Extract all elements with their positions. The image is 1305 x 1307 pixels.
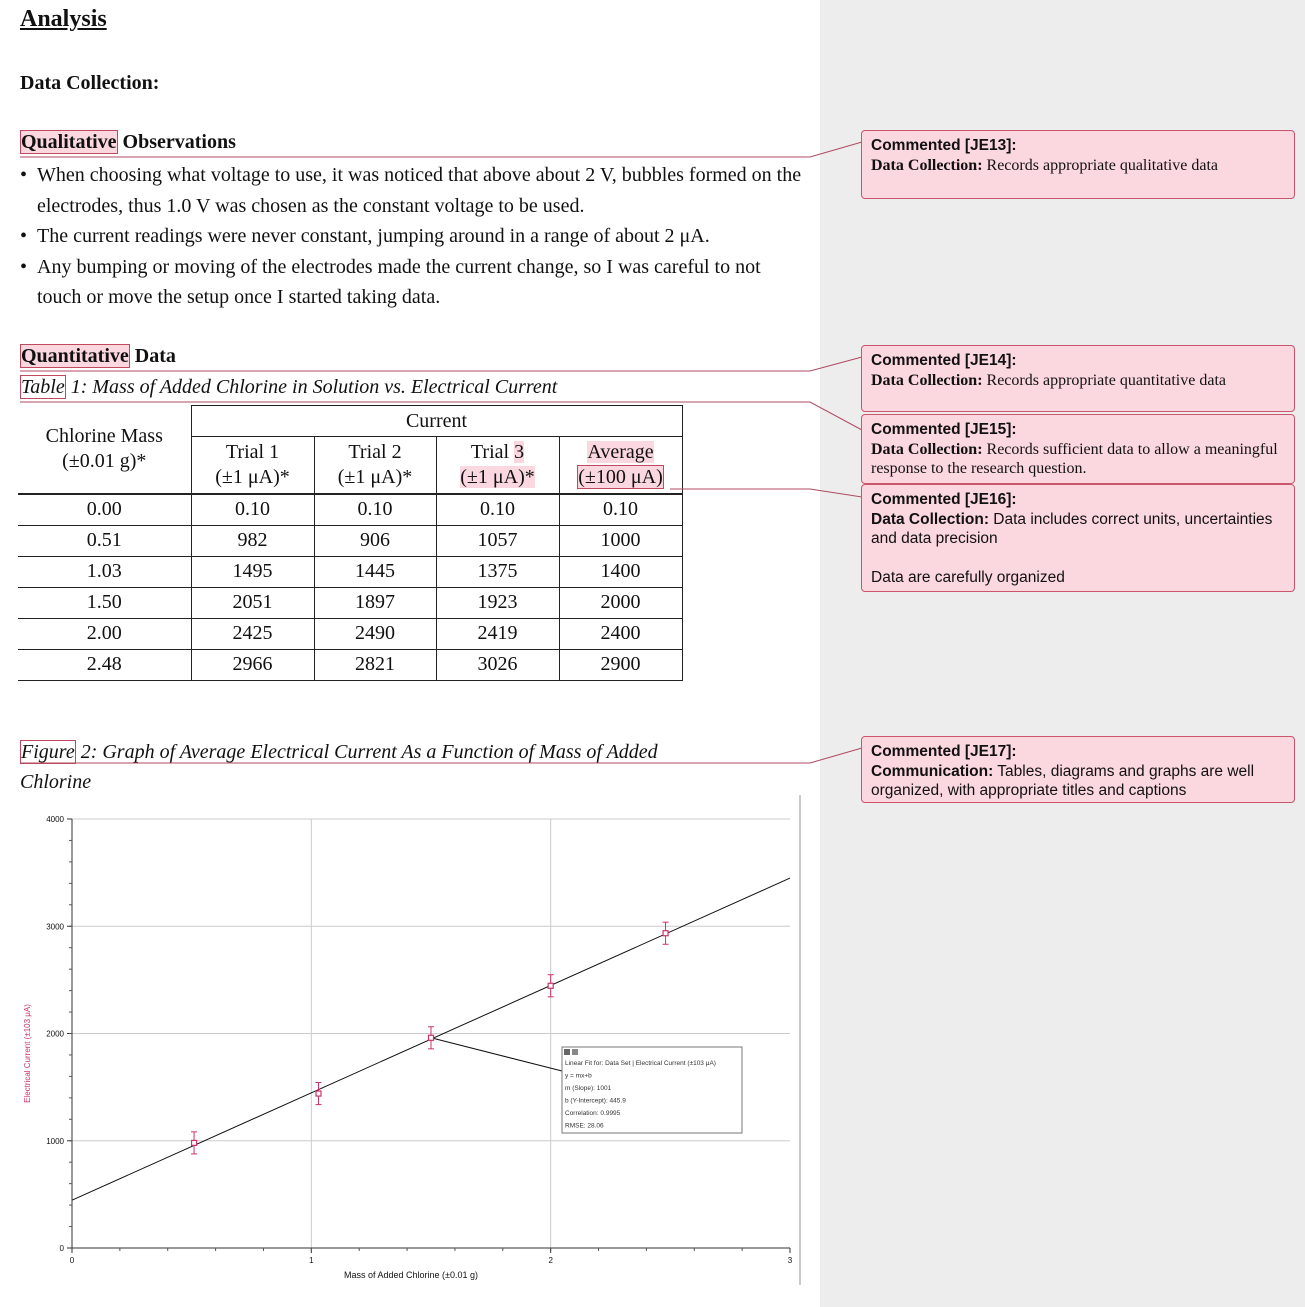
point-marker [548, 983, 553, 988]
x-tick-label: 2 [548, 1256, 553, 1265]
x-axis-label: Mass of Added Chlorine (±0.01 g) [343, 1270, 479, 1280]
quantitative-heading: Quantitative Data [21, 345, 176, 367]
header-chlorine-mass: Chlorine Mass (±0.01 g)* [18, 406, 191, 494]
x-tick-label: 3 [787, 1256, 793, 1265]
header-average: Average (±100 μA) [559, 437, 682, 494]
figure-caption: Figure 2: Graph of Average Electrical Current As a Function of Mass of Added Chlorine [20, 741, 658, 793]
data-point [316, 1083, 322, 1105]
table-cell: 0.00 [18, 494, 191, 526]
header-trial-3: Trial 3 (±1 μA)* [436, 437, 559, 494]
comment-anchor-je13[interactable]: Qualitative [21, 131, 117, 153]
table-cell: 906 [314, 525, 436, 556]
header-trial-2: Trial 2 (±1 μA)* [314, 437, 436, 494]
table-cell: 1445 [314, 556, 436, 587]
table-cell: 0.10 [559, 494, 682, 526]
y-tick-label: 2000 [46, 1029, 64, 1039]
comment-anchor-je14[interactable]: Quantitative [21, 345, 129, 367]
table-cell: 2000 [559, 587, 682, 618]
chart-ticks [46, 815, 793, 1265]
table-cell: 1897 [314, 587, 436, 618]
y-axis-label: Electrical Current (±103 μA) [23, 1004, 32, 1103]
comment-je16[interactable]: Commented [JE16]: Data Collection: Data includes correct units, uncertainties and data precision Data are carefully organized [861, 484, 1295, 592]
table-cell: 982 [191, 525, 314, 556]
fit-box-line: y = mx+b [565, 1072, 592, 1080]
table-cell: 1.50 [18, 587, 191, 618]
comment-anchor-je17[interactable]: Figure [21, 741, 75, 763]
fit-box-line: RMSE: 28.06 [565, 1122, 604, 1130]
table-cell: 0.51 [18, 525, 191, 556]
point-marker [663, 931, 668, 936]
table-cell: 1400 [559, 556, 682, 587]
table-cell: 2900 [559, 649, 682, 680]
table-cell: 3026 [436, 649, 559, 680]
table-cell: 1375 [436, 556, 559, 587]
data-point [663, 922, 669, 944]
list-item: • When choosing what voltage to use, it was noticed that above about 2 V, bubbles formed on the electrodes, thus 1.0 V was chosen as the constant voltage to be used. [20, 160, 810, 221]
table-cell: 2966 [191, 649, 314, 680]
table-cell: 2051 [191, 587, 314, 618]
table-cell: 2419 [436, 618, 559, 649]
table-cell: 2821 [314, 649, 436, 680]
table-caption: Table 1: Mass of Added Chlorine in Solution vs. Electrical Current [21, 376, 558, 398]
y-tick-label: 0 [59, 1244, 64, 1253]
point-marker [316, 1091, 321, 1096]
header-current: Current [191, 406, 682, 437]
point-marker [192, 1140, 197, 1145]
data-point [428, 1027, 434, 1049]
list-item: • Any bumping or moving of the electrodes made the current change, so I was careful to not touch or move the setup once I started taking data. [20, 252, 810, 313]
table-cell: 1495 [191, 556, 314, 587]
table-cell: 0.10 [314, 494, 436, 526]
table-cell: 2425 [191, 618, 314, 649]
fit-box-line: m (Slope): 1001 [565, 1085, 612, 1092]
fit-box-line: Correlation: 0.9995 [565, 1110, 621, 1117]
table-cell: 2.00 [18, 618, 191, 649]
qualitative-heading: Qualitative Observations [21, 131, 236, 153]
close-icon [564, 1049, 570, 1055]
table-cell: 2400 [559, 618, 682, 649]
table-cell: 1057 [436, 525, 559, 556]
table-cell: 0.10 [436, 494, 559, 526]
table-cell: 0.10 [191, 494, 314, 526]
list-item: • The current readings were never constant, jumping around in a range of about 2 μA. [20, 221, 810, 252]
table-cell: 1923 [436, 587, 559, 618]
y-tick-label: 1000 [46, 1136, 64, 1146]
fit-box-line: b (Y-Intercept): 445.9 [565, 1097, 626, 1105]
point-marker [429, 1035, 434, 1040]
x-tick-label: 1 [309, 1256, 314, 1265]
fit-box-leader [431, 1038, 562, 1071]
table-cell: 2490 [314, 618, 436, 649]
table-cell: 1000 [559, 525, 682, 556]
x-tick-label: 0 [69, 1256, 75, 1265]
table-cell: 1.03 [18, 556, 191, 587]
comment-je13[interactable]: Commented [JE13]: Data Collection: Records appropriate qualitative data [861, 130, 1295, 199]
linear-fit-box[interactable] [562, 1047, 742, 1133]
comment-je14[interactable]: Commented [JE14]: Data Collection: Records appropriate quantitative data [861, 345, 1295, 412]
comment-anchor-je16[interactable]: (±100 μA) [578, 465, 663, 488]
options-icon [572, 1049, 578, 1055]
fit-box-line: Linear Fit for: Data Set | Electrical Current (±103 μA) [565, 1060, 716, 1067]
comment-anchor-je15[interactable]: Table [21, 376, 65, 398]
header-trial-1: Trial 1 (±1 μA)* [191, 437, 314, 494]
comment-je17[interactable]: Commented [JE17]: Communication: Tables, diagrams and graphs are well organized, with appropriate titles and captions [861, 736, 1295, 803]
table-cell: 2.48 [18, 649, 191, 680]
data-point [191, 1132, 197, 1154]
current-vs-mass-chart [20, 795, 805, 1285]
y-tick-label: 4000 [46, 815, 64, 824]
y-tick-label: 3000 [46, 922, 64, 932]
data-collection-heading: Data Collection: [20, 72, 160, 94]
section-heading: Analysis [20, 6, 107, 32]
comment-je15[interactable]: Commented [JE15]: Data Collection: Records sufficient data to allow a meaningful response to the research question. [861, 414, 1295, 484]
data-point [548, 975, 554, 997]
